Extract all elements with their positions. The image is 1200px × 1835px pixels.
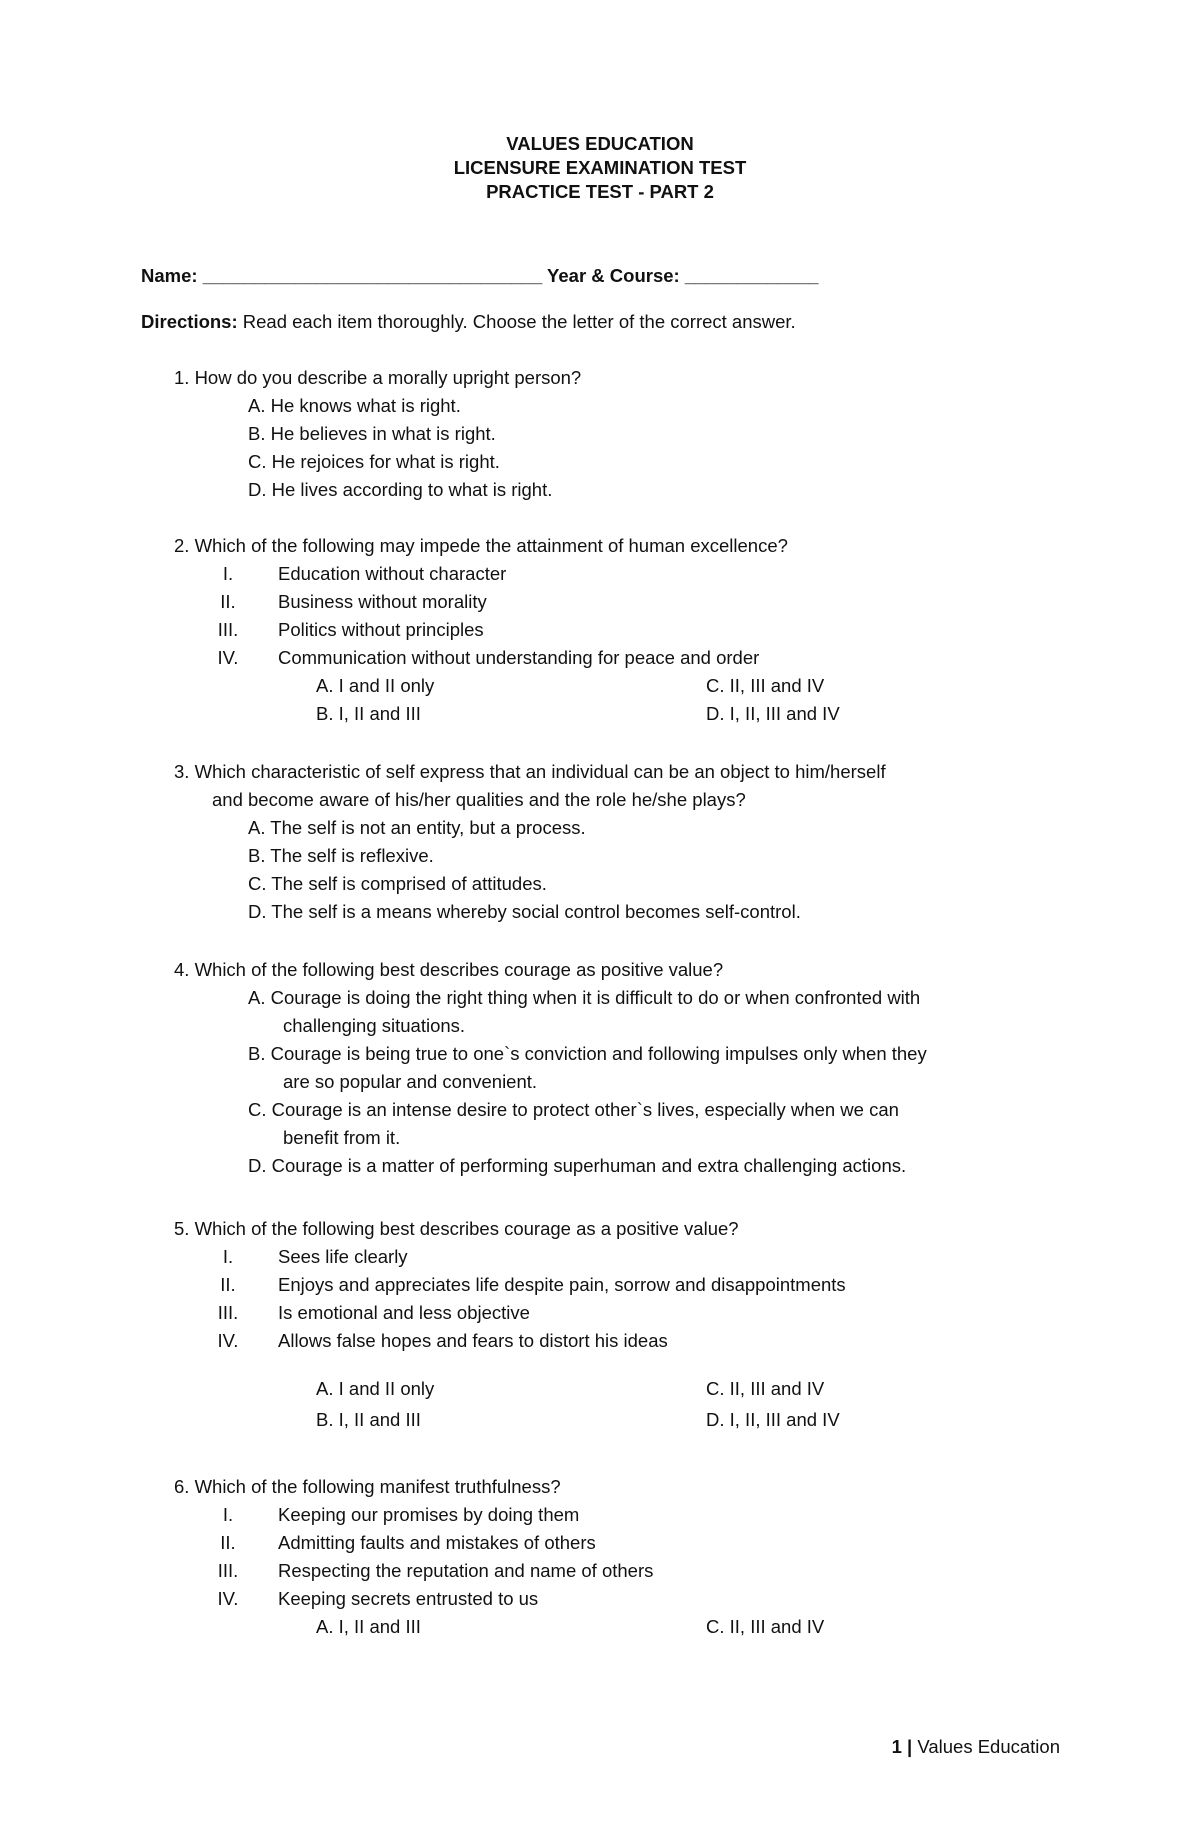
page-number: 1 | [891, 1736, 913, 1757]
question-2 [174, 532, 1094, 728]
directions-text: Read each item thoroughly. Choose the letter of the correct answer. [237, 311, 796, 332]
course-blank: _____________ [684, 265, 819, 286]
question-1-option-c: C. He rejoices for what is right. [248, 451, 500, 472]
question-5-choice-b: B. I, II and III [316, 1409, 421, 1430]
question-5-item-4: IV. Allows false hopes and fears to distort his ideas [217, 1330, 668, 1351]
question-2-choice-a: A. I and II only [316, 675, 435, 696]
question-3-option-d: D. The self is a means whereby social control becomes self-control. [248, 901, 801, 922]
question-2-item-4: IV. Communication without understanding for peace and order [217, 647, 760, 668]
name-course-line [141, 262, 1061, 290]
question-6-choice-c: C. II, III and IV [706, 1616, 825, 1637]
question-4-option-a-continued: challenging situations. [283, 1015, 466, 1036]
question-5-stem: 5. Which of the following best describes courage as a positive value? [174, 1218, 739, 1239]
document-title [0, 132, 1200, 204]
question-3 [174, 758, 1094, 926]
question-4-option-d: D. Courage is a matter of performing superhuman and extra challenging actions. [248, 1155, 907, 1176]
question-5-choices [174, 1375, 1094, 1434]
question-3-option-c: C. The self is comprised of attitudes. [248, 873, 547, 894]
question-3-option-a: A. The self is not an entity, but a process. [248, 817, 586, 838]
question-6-stem: 6. Which of the following manifest truthfulness? [174, 1476, 561, 1497]
directions [141, 308, 1101, 336]
title-line-1: VALUES EDUCATION [506, 133, 694, 154]
question-2-stem: 2. Which of the following may impede the attainment of human excellence? [174, 535, 788, 556]
directions-label: Directions: [141, 311, 238, 332]
title-line-3: PRACTICE TEST - PART 2 [486, 181, 714, 202]
question-4-option-a: A. Courage is doing the right thing when it is difficult to do or when confronted with [248, 987, 921, 1008]
footer-label: Values Education [912, 1736, 1060, 1757]
question-4-stem: 4. Which of the following best describes courage as positive value? [174, 959, 724, 980]
question-5-item-3: III. Is emotional and less objective [217, 1302, 530, 1323]
title-line-2: LICENSURE EXAMINATION TEST [453, 157, 747, 178]
question-4-option-c: C. Courage is an intense desire to protect other`s lives, especially when we can [248, 1099, 899, 1120]
name-blank: _________________________________ [202, 265, 543, 286]
question-5-item-1: I. Sees life clearly [222, 1246, 408, 1267]
question-2-item-2: II. Business without morality [220, 591, 487, 612]
question-5-choice-d: D. I, II, III and IV [706, 1409, 840, 1430]
question-1-option-b: B. He believes in what is right. [248, 423, 496, 444]
question-6-item-3: III. Respecting the reputation and name of others [217, 1560, 654, 1581]
question-2-choices [174, 672, 1094, 728]
question-2-item-3: III. Politics without principles [217, 619, 484, 640]
course-label: Year & Course: [547, 265, 680, 286]
question-6 [174, 1473, 1094, 1641]
question-3-stem: 3. Which characteristic of self express that an individual can be an object to him/herself [174, 761, 886, 782]
question-6-item-2: II. Admitting faults and mistakes of others [220, 1532, 596, 1553]
question-6-choices [174, 1613, 1094, 1641]
question-2-item-1: I. Education without character [222, 563, 507, 584]
question-4-option-b: B. Courage is being true to one`s conviction and following impulses only when they [248, 1043, 927, 1064]
question-2-choice-c: C. II, III and IV [706, 675, 825, 696]
question-6-item-1: I. Keeping our promises by doing them [222, 1504, 580, 1525]
question-2-choice-d: D. I, II, III and IV [706, 703, 840, 724]
question-5-choice-c: C. II, III and IV [706, 1378, 825, 1399]
question-5-item-2: II. Enjoys and appreciates life despite pain, sorrow and disappointments [220, 1274, 846, 1295]
question-1 [174, 364, 1094, 504]
question-4 [174, 956, 1094, 1180]
question-4-option-b-continued: are so popular and convenient. [283, 1071, 538, 1092]
question-5-choice-a: A. I and II only [316, 1378, 435, 1399]
question-6-item-4: IV. Keeping secrets entrusted to us [217, 1588, 539, 1609]
question-1-stem: 1. How do you describe a morally upright person? [174, 367, 582, 388]
question-1-option-a: A. He knows what is right. [248, 395, 461, 416]
question-3-stem-continued: and become aware of his/her qualities and the role he/she plays? [212, 789, 746, 810]
question-1-option-d: D. He lives according to what is right. [248, 479, 553, 500]
question-6-choice-a: A. I, II and III [316, 1616, 421, 1637]
question-2-choice-b: B. I, II and III [316, 703, 421, 724]
question-4-option-c-continued: benefit from it. [283, 1127, 401, 1148]
question-5 [174, 1215, 1094, 1434]
name-label: Name: [141, 265, 198, 286]
page-footer [600, 1733, 1060, 1761]
question-3-option-b: B. The self is reflexive. [248, 845, 434, 866]
